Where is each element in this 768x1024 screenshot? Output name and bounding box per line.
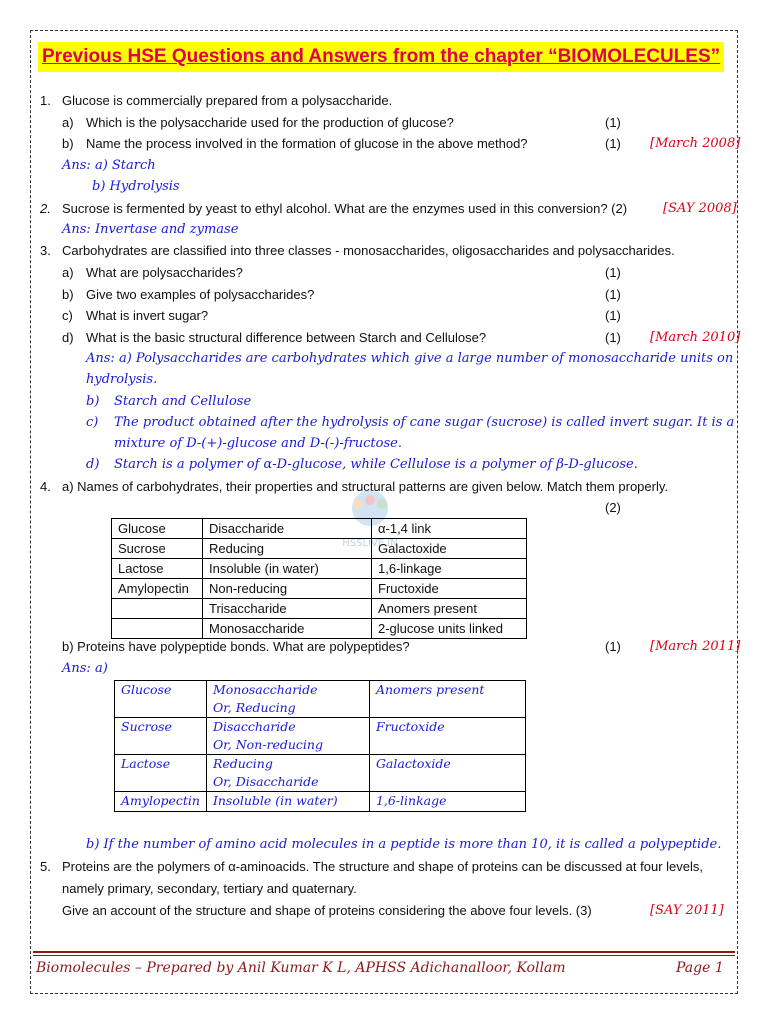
table-row [115,792,526,812]
q4-match-table [111,518,527,639]
q3d-text: What is the basic structural difference between Starch and Cellulose? [86,330,487,345]
cell-line-alt: Or, Reducing [212,700,296,715]
watermark-figure-2 [365,495,375,505]
q3b-text: Give two examples of polysaccharides? [86,287,315,302]
q4a-mark: (2) [605,500,621,515]
table-cell [206,681,369,718]
q2-answer: Ans: Invertase and zymase [62,222,239,237]
q3-answer-c-label: c) [86,415,99,430]
table-cell: 1,6-linkage [369,792,525,812]
table-row [115,718,526,755]
table-cell: Insoluble (in water) [203,559,372,579]
table-cell: Trisaccharide [203,599,372,619]
table-row [112,539,527,559]
q3-reference: [March 2010] [650,330,741,345]
q1-answer-b: b) Hydrolysis [92,179,180,194]
q1b-mark: (1) [605,136,621,151]
q3c-label: c) [62,308,73,323]
q4-answer-table [114,680,526,812]
table-cell: Reducing [203,539,372,559]
table-row [112,519,527,539]
cell-line: Monosaccharide [212,682,318,697]
q3a-text: What are polysaccharides? [86,265,243,280]
cell-line: Reducing [212,756,273,771]
table-cell: Disaccharide [203,519,372,539]
q4b-text: b) Proteins have polypeptide bonds. What are polypeptides? [62,639,410,654]
q5-number: 5. [40,859,51,874]
q3a-mark: (1) [605,265,621,280]
table-cell [112,619,203,639]
q3-answer-c-line2: mixture of D-(+)-glucose and D-(-)-fructose. [114,436,402,451]
q3-answer-b: Starch and Cellulose [114,394,252,409]
watermark-figure-1 [353,499,363,509]
footer-rule-top [33,951,735,953]
table-cell: Monosaccharide [203,619,372,639]
q3-answer-b-label: b) [86,394,100,409]
q4-answer-label: Ans: a) [62,661,108,676]
q3b-label: b) [62,287,74,302]
q5-text-line3: Give an account of the structure and shape of proteins considering the above four levels. (3) [62,903,592,918]
q2-reference: [SAY 2008] [663,201,737,216]
q3c-text: What is invert sugar? [86,308,209,323]
q4-reference: [March 2011] [650,639,741,654]
table-row [115,681,526,718]
q5-text-line1: Proteins are the polymers of α-aminoacids. The structure and shape of proteins can be discussed at four levels, [62,859,703,874]
q3-answer-a-line2: hydrolysis. [86,372,158,387]
watermark-figure-3 [377,499,387,509]
table-cell [206,755,369,792]
q1-text: Glucose is commercially prepared from a polysaccharide. [62,93,393,108]
table-row [112,619,527,639]
q1-reference: [March 2008] [650,136,741,151]
table-cell: Fructoxide [369,718,525,755]
q1b-label: b) [62,136,74,151]
table-cell [112,599,203,619]
q3-answer-d-label: d) [86,457,100,472]
page-title: Previous HSE Questions and Answers from the chapter “BIOMOLECULES” [38,42,724,72]
table-cell: Amylopectin [115,792,207,812]
table-cell: Sucrose [112,539,203,559]
table-cell: Galactoxide [369,755,525,792]
q3-text: Carbohydrates are classified into three classes - monosaccharides, oligosaccharides and polysaccharides. [62,243,675,258]
page-number: Page 1 [676,960,724,976]
table-cell: Non-reducing [203,579,372,599]
q3a-label: a) [62,265,74,280]
q3-answer-a-line1: Ans: a) Polysaccharides are carbohydrates which give a large number of monosaccharide units on [86,351,734,366]
cell-line: Disaccharide [212,719,296,734]
table-cell [206,718,369,755]
table-cell: Lactose [112,559,203,579]
table-cell: Galactoxide [372,539,527,559]
q1a-label: a) [62,115,74,130]
cell-line-alt: Or, Non-reducing [212,737,323,752]
q1b-text: Name the process involved in the formation of glucose in the above method? [86,136,528,151]
q1-number: 1. [40,93,51,108]
table-cell: Anomers present [369,681,525,718]
q1a-mark: (1) [605,115,621,130]
q3-number: 3. [40,243,51,258]
q1a-text: Which is the polysaccharide used for the production of glucose? [86,115,454,130]
cell-line: Insoluble (in water) [212,793,338,808]
cell-line-alt: Or, Disaccharide [212,774,319,789]
table-cell: α-1,4 link [372,519,527,539]
footer-credit: Biomolecules – Prepared by Anil Kumar K L, APHSS Adichanalloor, Kollam [36,960,566,976]
table-cell: Glucose [112,519,203,539]
q4-answer-b: b) If the number of amino acid molecules in a peptide is more than 10, it is called a polypeptide. [86,837,722,852]
table-row [115,755,526,792]
table-cell: Fructoxide [372,579,527,599]
table-cell: 2-glucose units linked [372,619,527,639]
q5-reference: [SAY 2011] [650,903,724,918]
table-row [112,579,527,599]
q1-answer-a: Ans: a) Starch [62,158,156,173]
table-cell: 1,6-linkage [372,559,527,579]
q2-number: 2. [40,201,51,216]
q4-number: 4. [40,479,51,494]
q2-text: Sucrose is fermented by yeast to ethyl alcohol. What are the enzymes used in this conversion? (2) [62,201,628,216]
watermark-text: HSSLIVE.IN [342,538,398,549]
table-cell: Anomers present [372,599,527,619]
q3d-mark: (1) [605,330,621,345]
footer-rule-bottom [33,955,735,956]
table-row [112,559,527,579]
q3b-mark: (1) [605,287,621,302]
table-cell [206,792,369,812]
q3c-mark: (1) [605,308,621,323]
q3-answer-d: Starch is a polymer of α-D-glucose, while Cellulose is a polymer of β-D-glucose. [114,457,638,472]
table-cell: Amylopectin [112,579,203,599]
q3-answer-c-line1: The product obtained after the hydrolysis of cane sugar (sucrose) is called invert sugar. It is a [114,415,735,430]
q3d-label: d) [62,330,74,345]
q4-text: a) Names of carbohydrates, their properties and structural patterns are given below. Match them properly. [62,479,668,494]
q5-text-line2: namely primary, secondary, tertiary and quaternary. [62,881,357,896]
table-cell: Glucose [115,681,207,718]
table-cell: Lactose [115,755,207,792]
q4b-mark: (1) [605,639,621,654]
table-row [112,599,527,619]
table-cell: Sucrose [115,718,207,755]
